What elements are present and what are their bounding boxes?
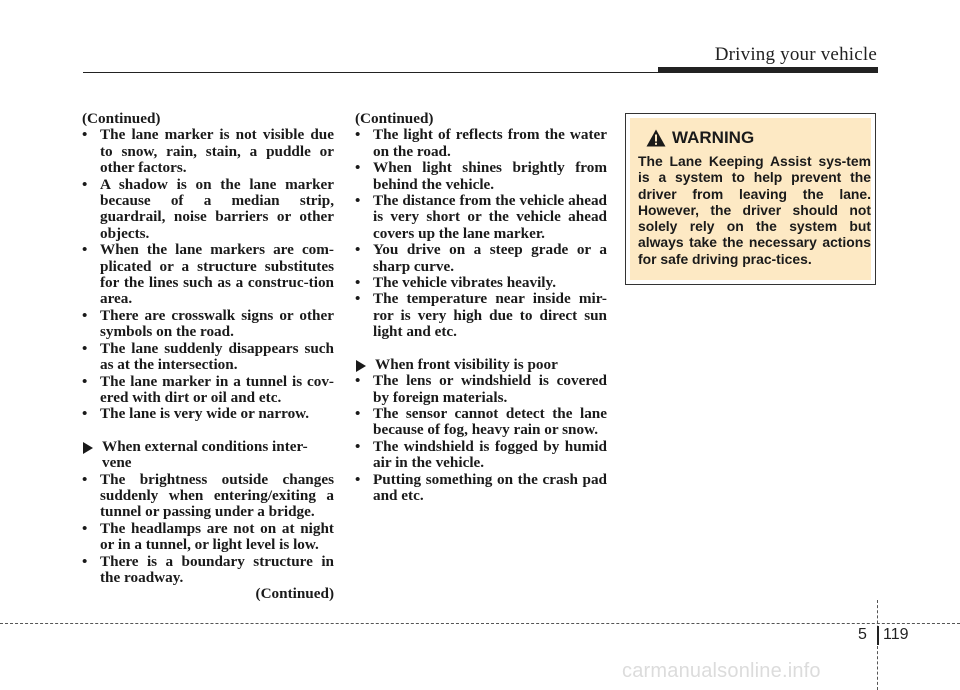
list-item: • When light shines brightly from behind the vehicle. xyxy=(355,159,607,193)
continued-label: (Continued) xyxy=(82,110,161,127)
page-separator xyxy=(877,626,879,645)
watermark: carmanualsonline.info xyxy=(622,660,821,682)
section-title: Driving your vehicle xyxy=(714,44,877,65)
list-item: • The headlamps are not on at night or in a tunnel, or light level is low. xyxy=(82,519,334,554)
chapter-number: 5 xyxy=(858,626,867,643)
page-number: 119 xyxy=(883,626,909,643)
condition-list xyxy=(355,127,607,340)
footer-rule xyxy=(0,623,960,624)
list-item: • The windshield is fogged by humid air in the vehicle. xyxy=(355,437,607,472)
continued-label: (Continued) xyxy=(355,110,434,127)
list-item: • You drive on a steep grade or a sharp curve. xyxy=(355,241,607,275)
list-item: • When the lane markers are com-plicated or a structure substitutes for the lines such as a construc-tion area. xyxy=(82,241,334,308)
subheading: When front visibility is poor xyxy=(355,357,607,373)
list-item: • There are crosswalk signs or other symbols on the road. xyxy=(82,306,334,341)
footer-vertical-rule xyxy=(877,600,878,690)
warning-triangle-icon xyxy=(646,129,666,147)
warning-header xyxy=(646,128,754,148)
triangle-bullet-icon xyxy=(83,442,93,454)
condition-list xyxy=(82,472,334,587)
continued-label: (Continued) xyxy=(255,585,334,603)
list-item: • The brightness outside changes suddenly when entering/exiting a tunnel or passing under a bridge. xyxy=(82,470,334,521)
list-item: • The temperature near inside mir-ror is very high due to direct sun light and etc. xyxy=(355,290,607,341)
list-item: • The lane is very wide or narrow. xyxy=(82,405,310,423)
subheading: When external conditions inter-vene xyxy=(82,439,334,472)
list-item: • The sensor cannot detect the lane because of fog, heavy rain or snow. xyxy=(355,404,607,439)
warning-title: WARNING xyxy=(672,128,755,147)
middle-column xyxy=(355,111,607,504)
list-item: • A shadow is on the lane marker because of a median strip, guardrail, noise barriers or other objects. xyxy=(82,175,334,242)
list-item: • The lane marker in a tunnel is cov-ered with dirt or oil and etc. xyxy=(82,372,334,406)
warning-box xyxy=(625,113,876,285)
list-item: • The lens or windshield is covered by foreign materials. xyxy=(355,372,607,406)
condition-list xyxy=(355,373,607,504)
list-item: • Putting something on the crash pad and etc. xyxy=(355,470,607,504)
header-rule-accent xyxy=(658,67,878,73)
condition-list xyxy=(82,127,334,422)
list-item: • The distance from the vehicle ahead is very short or the vehicle ahead covers up the lane marker. xyxy=(355,192,607,242)
triangle-bullet-icon xyxy=(356,360,366,372)
list-item: • The lane marker is not visible due to snow, rain, stain, a puddle or other factors. xyxy=(82,126,334,177)
warning-panel xyxy=(630,118,871,280)
left-column xyxy=(82,111,334,603)
list-item: • The light of reflects from the water on the road. xyxy=(355,126,607,160)
list-item: • The lane suddenly disappears such as at the intersection. xyxy=(82,339,334,374)
list-item: • The vehicle vibrates heavily. xyxy=(355,274,557,292)
list-item: • There is a boundary structure in the roadway. xyxy=(82,552,334,586)
warning-text: The Lane Keeping Assist sys-tem is a system to help prevent the driver from leaving the lane. However, the driver should not solely rely on the system but always take the necessary actions for safe driving prac-tices. xyxy=(638,153,871,267)
